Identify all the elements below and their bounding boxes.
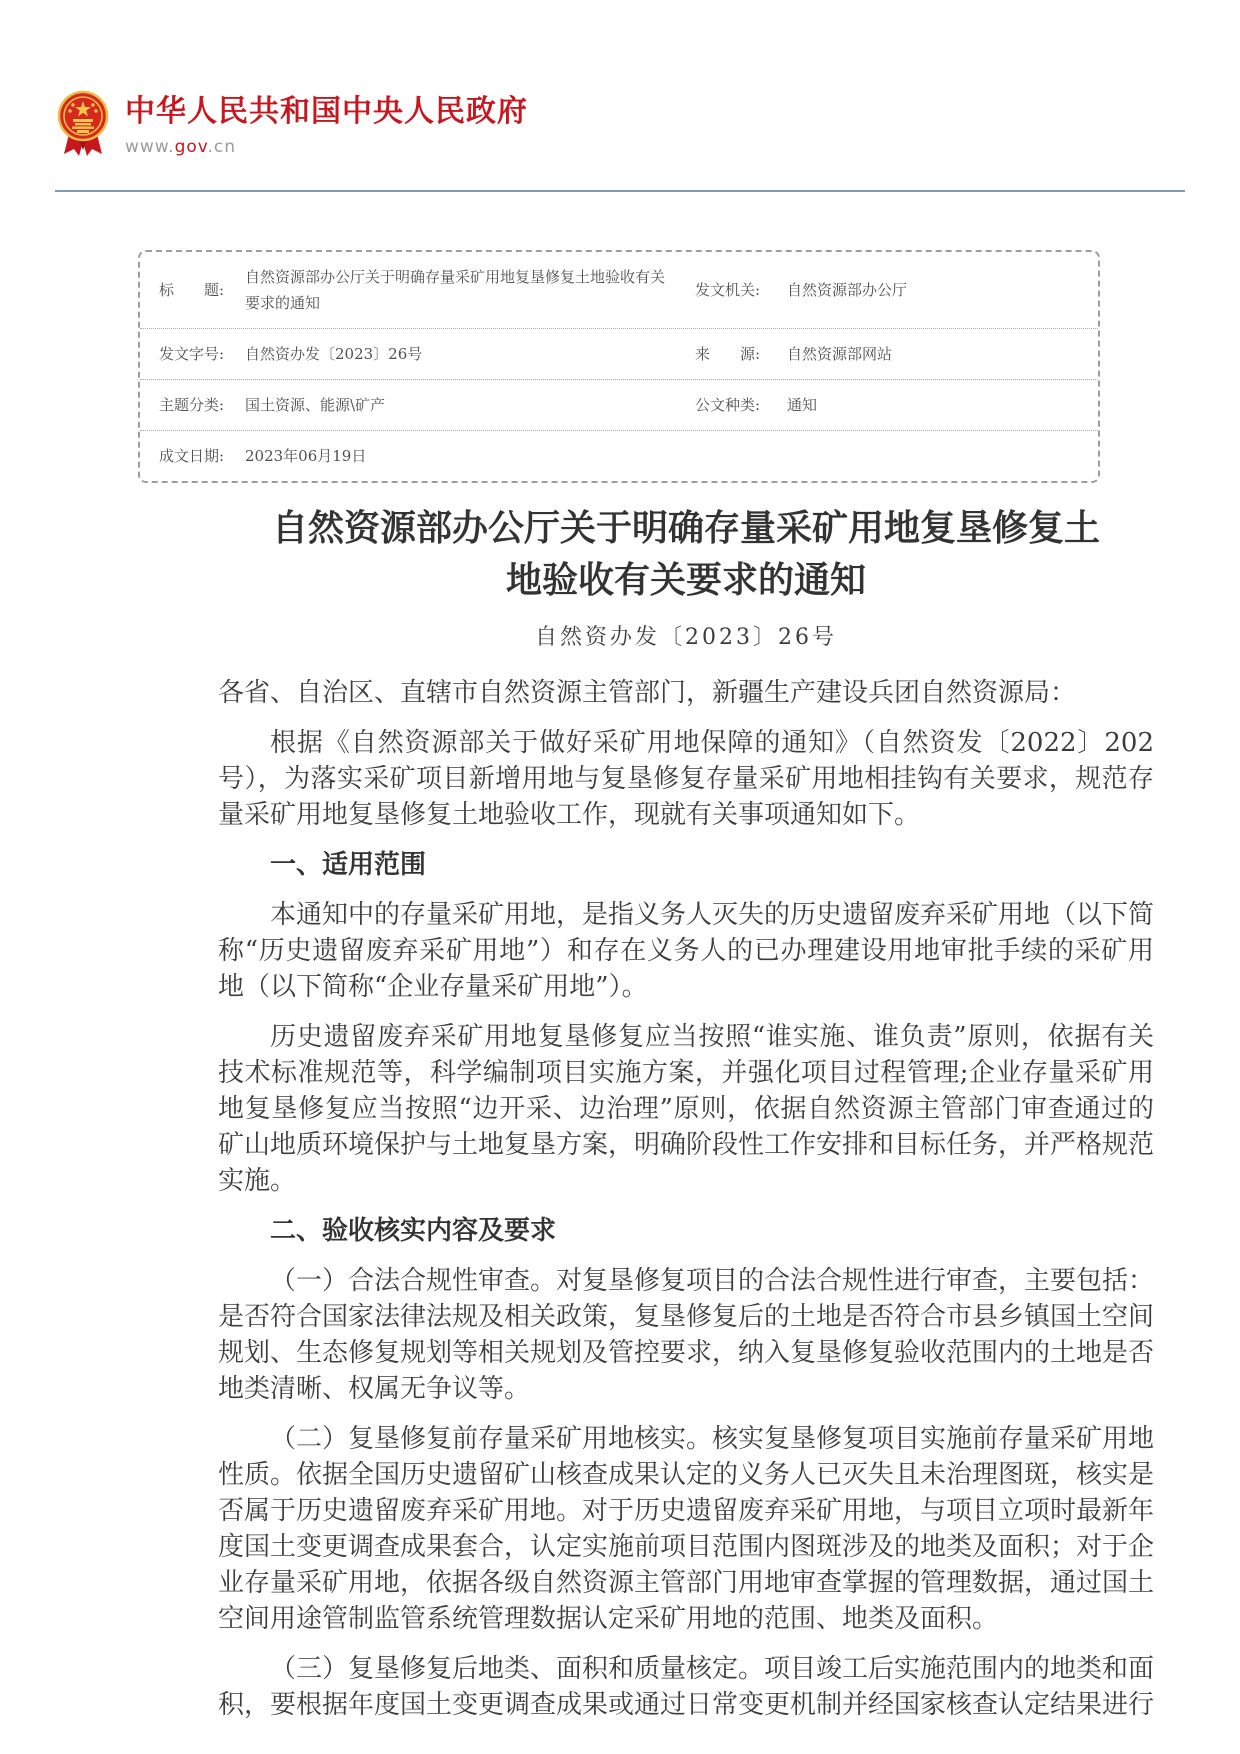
paragraph: （一）合法合规性审查。对复垦修复项目的合法合规性进行审查，主要包括：是否符合国家法律法规及相关政策，复垦修复后的土地是否符合市县乡镇国土空间规划、生态修复规划等相关规划及管控要求，纳入复垦修复验收范围内的土地是否地类清晰、权属无争议等。 xyxy=(218,1266,1155,1404)
meta-label-doc-type: 公文种类: xyxy=(695,396,761,414)
national-emblem-icon xyxy=(55,90,111,160)
meta-label-title: 标 题: xyxy=(159,281,225,299)
meta-value-category: 国土资源、能源\矿产 xyxy=(245,396,386,414)
site-url-prefix: www. xyxy=(125,137,175,157)
document-meta-table xyxy=(138,250,1100,483)
meta-row-title xyxy=(140,252,1098,329)
section-heading-1: 一、适用范围 xyxy=(270,850,427,880)
meta-value-date: 2023年06月19日 xyxy=(245,447,367,465)
site-title: 中华人民共和国中央人民政府 xyxy=(125,94,528,129)
paragraph: 本通知中的存量采矿用地，是指义务人灭失的历史遗留废弃采矿用地（以下简称“历史遗留废弃采矿用地”）和存在义务人的已办理建设用地审批手续的采矿用地（以下简称“企业存量采矿用地”）。 xyxy=(218,900,1155,1002)
site-url-gov: gov xyxy=(174,137,208,157)
document-number: 自然资办发〔2023〕26号 xyxy=(535,625,837,650)
header-divider xyxy=(55,190,1185,192)
meta-value-doc-number: 自然资办发〔2023〕26号 xyxy=(245,345,423,363)
meta-label-source: 来 源: xyxy=(695,345,761,363)
meta-label-doc-number: 发文字号: xyxy=(159,345,225,363)
site-url-suffix: .cn xyxy=(207,137,237,157)
paragraph: （三）复垦修复后地类、面积和质量核定。项目竣工后实施范围内的地类和面积，要根据年度国土变更调查成果或通过日常变更机制并经国家核查认定结果进行 xyxy=(218,1654,1155,1720)
meta-row-date xyxy=(140,431,1098,481)
meta-row-doc-number xyxy=(140,329,1098,380)
meta-value-source: 自然资源部网站 xyxy=(787,345,893,363)
paragraph: 历史遗留废弃采矿用地复垦修复应当按照“谁实施、谁负责”原则，依据有关技术标准规范等，科学编制项目实施方案，并强化项目过程管理;企业存量采矿用地复垦修复应当按照“边开采、边治理”原则，依据自然资源主管部门审查通过的矿山地质环境保护与土地复垦方案，明确阶段性工作安排和目标任务，并严格规范实施。 xyxy=(218,1022,1155,1196)
meta-label-date: 成文日期: xyxy=(159,447,225,465)
meta-row-category xyxy=(140,380,1098,431)
meta-value-doc-type: 通知 xyxy=(787,396,818,414)
document-title: 自然资源部办公厅关于明确存量采矿用地复垦修复土地验收有关要求的通知 xyxy=(271,507,1100,601)
meta-value-issuing-org: 自然资源部办公厅 xyxy=(787,281,908,299)
meta-label-issuing-org: 发文机关: xyxy=(695,281,761,299)
salutation: 各省、自治区、直辖市自然资源主管部门，新疆生产建设兵团自然资源局： xyxy=(218,678,1077,708)
paragraph: （二）复垦修复前存量采矿用地核实。核实复垦修复项目实施前存量采矿用地性质。依据全国历史遗留矿山核查成果认定的义务人已灭失且未治理图斑，核实是否属于历史遗留废弃采矿用地。对于历史遗留废弃采矿用地，与项目立项时最新年度国土变更调查成果套合，认定实施前项目范围内图斑涉及的地类及面积；对于企业存量采矿用地，依据各级自然资源主管部门用地审查掌握的管理数据，通过国土空间用途管制监管系统管理数据认定采矿用地的范围、地类及面积。 xyxy=(218,1424,1155,1634)
meta-label-category: 主题分类: xyxy=(159,396,225,414)
section-heading-2: 二、验收核实内容及要求 xyxy=(270,1216,557,1246)
meta-value-title: 自然资源部办公厅关于明确存量采矿用地复垦修复土地验收有关要求的通知 xyxy=(245,268,666,312)
site-url-link[interactable] xyxy=(125,137,528,157)
site-brand xyxy=(125,90,528,157)
site-header xyxy=(55,90,528,160)
document-body xyxy=(218,675,1154,1723)
document-content xyxy=(218,502,1154,1737)
intro-paragraph: 根据《自然资源部关于做好采矿用地保障的通知》（自然资发〔2022〕202号），为落实采矿项目新增用地与复垦修复存量采矿用地相挂钩有关要求，规范存量采矿用地复垦修复土地验收工作，现就有关事项通知如下。 xyxy=(218,728,1154,830)
